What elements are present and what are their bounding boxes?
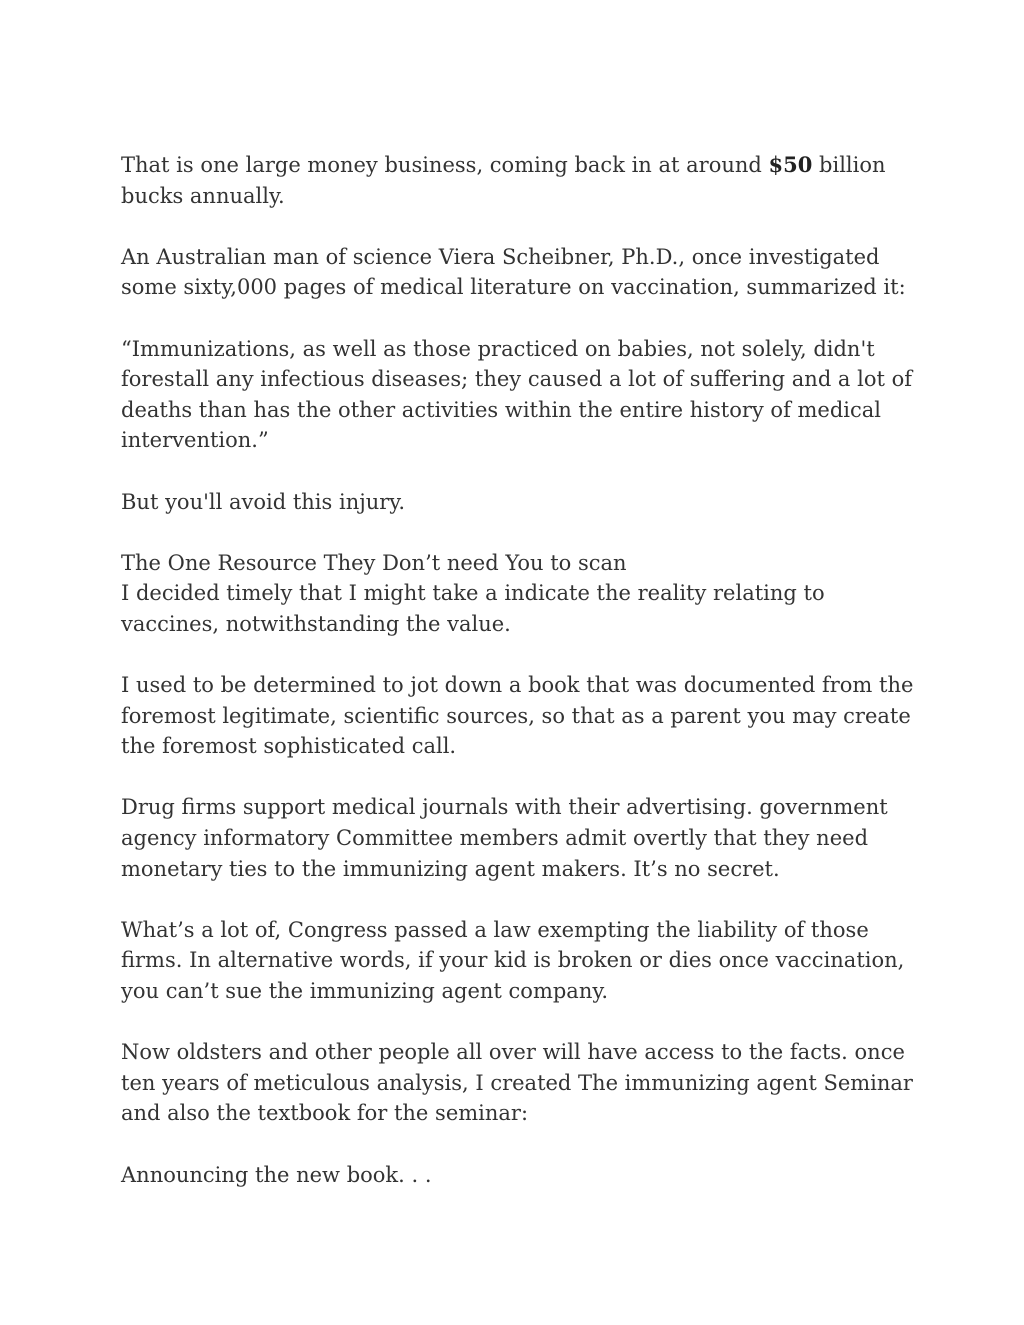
section-heading: The One Resource They Don’t need You to scan <box>121 550 627 575</box>
paragraph-congress-law: What’s a lot of, Congress passed a law exempting the liability of those firms. In alternative words, if your kid is broken or dies once vaccination, you can’t sue the immunizing agent company. <box>121 917 905 1004</box>
paragraph-book-documented: I used to be determined to jot down a book that was documented from the foremost legitimate, scientific sources, so that as a parent you may create the foremost sophisticated call. <box>121 673 914 759</box>
paragraph-text: I decided timely that I might take a indicate the reality relating to vaccines, notwithstanding the value. <box>121 581 825 636</box>
paragraph-money-business <box>121 150 921 211</box>
paragraph-seminar: Now oldsters and other people all over will have access to the facts. once ten years of meticulous analysis, I created The immunizing agent Seminar and also the textbook for the seminar: <box>121 1040 913 1126</box>
paragraph-text: billion bucks annually. <box>121 153 886 208</box>
amount-highlight: $50 <box>768 152 813 177</box>
paragraph-quote: “Immunizations, as well as those practiced on babies, not solely, didn't forestall any infectious diseases; they caused a lot of suffering and a lot of deaths than has the other activities within the entire history of medical intervention.” <box>121 336 913 453</box>
paragraph-drug-firms: Drug firms support medical journals with their advertising. government agency informatory Committee members admit overtly that they need monetary ties to the immunizing agent makers. It’s no secret. <box>121 795 888 881</box>
paragraph-text: That is one large money business, coming back in at around <box>121 153 769 177</box>
document-body <box>121 150 921 1221</box>
paragraph-scientist: An Australian man of science Viera Scheibner, Ph.D., once investigated some sixty,000 pages of medical literature on vaccination, summarized it: <box>121 244 906 300</box>
paragraph-resource <box>121 548 921 640</box>
paragraph-announcement: Announcing the new book. . . <box>121 1162 432 1187</box>
paragraph-avoid-injury: But you'll avoid this injury. <box>121 489 406 514</box>
